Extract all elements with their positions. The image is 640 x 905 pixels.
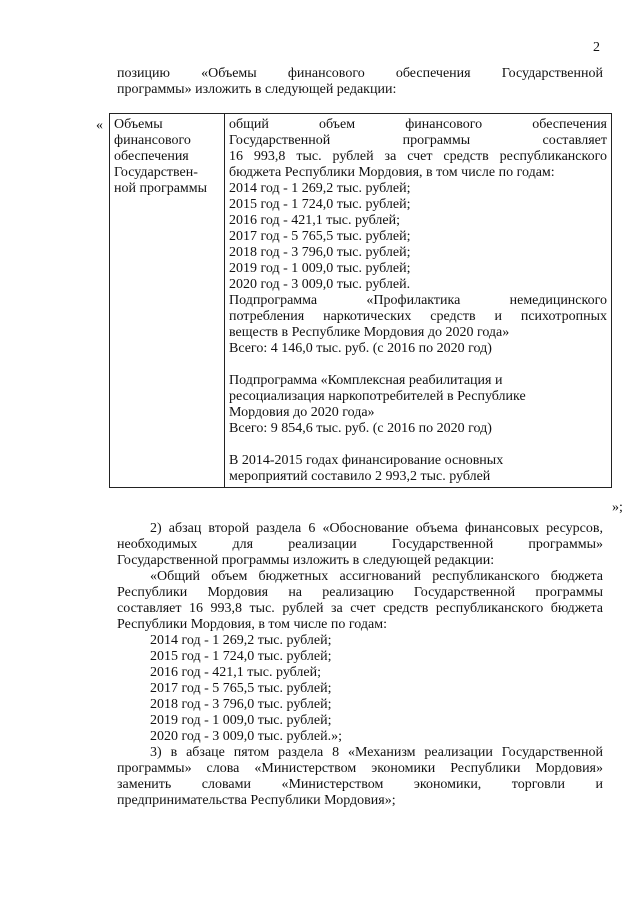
- spacer: [229, 357, 607, 373]
- text-line: необходимых для реализации Государственной программы»: [117, 537, 603, 552]
- year-line: 2016 год - 421,1 тыс. рублей;: [229, 213, 401, 228]
- text-line: общий объем финансового обеспечения: [229, 117, 607, 132]
- year-line: 2015 год - 1 724,0 тыс. рублей;: [229, 197, 411, 212]
- text-line: 3) в абзаце пятом раздела 8 «Механизм реализации Государственной: [150, 745, 603, 760]
- position-name-cell: [110, 114, 225, 488]
- text-line: В 2014-2015 годах финансирование основных: [229, 453, 504, 468]
- year-line: 2020 год - 3 009,0 тыс. рублей.: [229, 277, 411, 292]
- year-line: 2018 год - 3 796,0 тыс. рублей;: [150, 697, 332, 712]
- text-line: Подпрограмма «Профилактика немедицинского: [229, 293, 607, 308]
- text-line: Государственной программы составляет: [229, 133, 607, 148]
- year-line: 2019 год - 1 009,0 тыс. рублей;: [150, 713, 332, 728]
- text-line: программы» изложить в следующей редакции:: [117, 82, 397, 97]
- closing-quote: »;: [612, 500, 623, 515]
- text-line: мероприятий составило 2 993,2 тыс. рублей: [229, 469, 491, 484]
- text-line: ной программы: [114, 181, 208, 196]
- text-line: бюджета Республики Мордовия, в том числе по годам:: [229, 165, 555, 180]
- text-line: Государственной программы изложить в следующей редакции:: [117, 553, 495, 568]
- year-line: 2014 год - 1 269,2 тыс. рублей;: [229, 181, 411, 196]
- text-line: заменить словами «Министерством экономики, торговли и: [117, 777, 603, 792]
- table-row: [110, 114, 612, 488]
- text-line: программы» слова «Министерством экономики Республики Мордовия»: [117, 761, 603, 776]
- funding-table: [109, 113, 612, 488]
- year-line: 2015 год - 1 724,0 тыс. рублей;: [150, 649, 332, 664]
- amendments-body: [117, 521, 603, 809]
- text-line: Республики Мордовия, в том числе по годам:: [117, 617, 387, 632]
- year-line: 2020 год - 3 009,0 тыс. рублей.»;: [150, 729, 343, 744]
- text-line: потребления наркотических средств и психотропных: [229, 309, 607, 324]
- year-line: 2019 год - 1 009,0 тыс. рублей;: [229, 261, 411, 276]
- text-line: Объемы: [114, 117, 163, 132]
- text-line: финансового: [114, 133, 191, 148]
- year-line: 2017 год - 5 765,5 тыс. рублей;: [229, 229, 411, 244]
- text-line: Всего: 4 146,0 тыс. руб. (с 2016 по 2020 год): [229, 341, 492, 356]
- text-line: ресоциализация наркопотребителей в Республике: [229, 389, 526, 404]
- text-line: «Общий объем бюджетных ассигнований республиканского бюджета: [150, 569, 603, 584]
- year-line: 2014 год - 1 269,2 тыс. рублей;: [150, 633, 332, 648]
- page-number: 2: [593, 40, 600, 55]
- opening-quote: «: [96, 118, 103, 133]
- year-line: 2017 год - 5 765,5 тыс. рублей;: [150, 681, 332, 696]
- text-line: Подпрограмма «Комплексная реабилитация и: [229, 373, 503, 388]
- spacer: [229, 437, 607, 453]
- text-line: обеспечения: [114, 149, 189, 164]
- text-line: составляет 16 993,8 тыс. рублей за счет средств республиканского бюджета: [117, 601, 603, 616]
- text-line: 16 993,8 тыс. рублей за счет средств республиканского: [229, 149, 607, 164]
- text-line: веществ в Республике Мордовия до 2020 года»: [229, 325, 510, 340]
- text-line: Всего: 9 854,6 тыс. руб. (с 2016 по 2020 год): [229, 421, 492, 436]
- text-line: предпринимательства Республики Мордовия»;: [117, 793, 396, 808]
- text-line: позицию «Объемы финансового обеспечения Государственной: [117, 66, 603, 81]
- intro-paragraph: [117, 66, 603, 98]
- text-line: 2) абзац второй раздела 6 «Обоснование объема финансовых ресурсов,: [150, 521, 603, 536]
- text-line: Республики Мордовия на реализацию Государственной программы: [117, 585, 603, 600]
- text-line: Мордовия до 2020 года»: [229, 405, 375, 420]
- text-line: Государствен-: [114, 165, 198, 180]
- year-line: 2016 год - 421,1 тыс. рублей;: [150, 665, 322, 680]
- year-line: 2018 год - 3 796,0 тыс. рублей;: [229, 245, 411, 260]
- position-content-cell: [225, 114, 612, 488]
